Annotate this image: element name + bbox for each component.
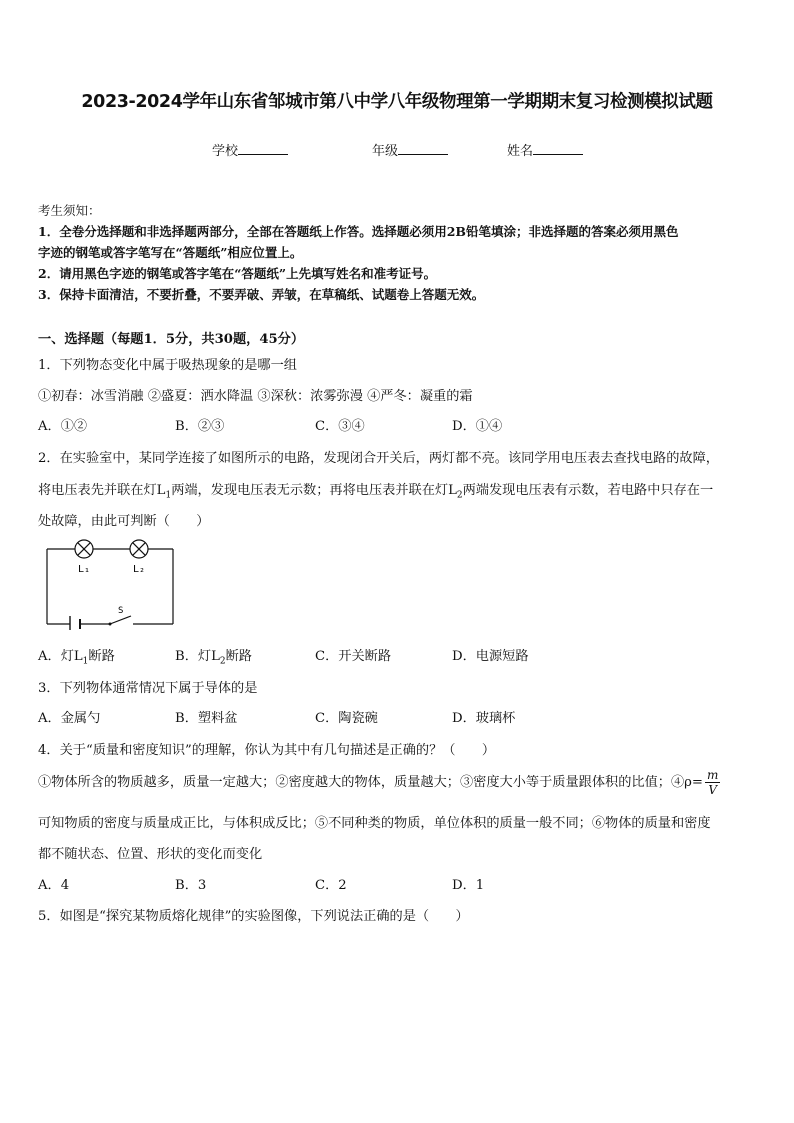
switch-label: S	[118, 606, 124, 616]
grade-field	[372, 140, 448, 159]
grade-label: 年级	[372, 144, 399, 159]
density-fraction	[705, 768, 720, 797]
q2-line-1: 2．在实验室中，某同学连接了如图所示的电路，发现闭合开关后，两灯都不亮。该同学用电压表去查找电路的故障，	[38, 451, 719, 466]
notice-item: 2．请用黑色字迹的钢笔或答字笔在“答题纸”上先填写姓名和准考证号。	[38, 266, 437, 281]
switch-blade[interactable]	[110, 616, 131, 624]
q4-line-3: 都不随状态、位置、形状的变化而变化	[38, 847, 263, 862]
q2-option-d[interactable]: D．电源短路	[452, 649, 529, 664]
name-label: 姓名	[507, 144, 534, 159]
lamp-l2-label: L₂	[133, 564, 146, 575]
q4-line-1	[38, 768, 720, 797]
q2-line-2	[38, 479, 713, 501]
grade-blank[interactable]	[398, 142, 448, 155]
school-label: 学校	[212, 144, 239, 159]
page-title: 2023-2024学年山东省邹城市第八中学八年级物理第一学期期末复习检测模拟试题	[81, 92, 713, 112]
notice-item: 1．全卷分选择题和非选择题两部分，全部在答题纸上作答。选择题必须用2B铅笔填涂；非选择题的答案必须用黑色	[38, 224, 679, 239]
q2-option-a[interactable]	[38, 645, 115, 667]
fraction-denominator: V	[708, 783, 718, 797]
school-blank[interactable]	[238, 142, 288, 155]
q2-line-2a: 将电压表先并联在灯L	[38, 483, 166, 498]
q1-option-c[interactable]: C．③④	[315, 419, 365, 434]
name-field	[507, 140, 583, 159]
q2-option-b[interactable]	[175, 645, 252, 667]
q2-option-c[interactable]: C．开关断路	[315, 649, 392, 664]
school-field	[212, 140, 288, 159]
q2-option-b-end: 断路	[225, 649, 252, 664]
fraction-numerator: m	[707, 768, 719, 782]
circuit-diagram	[40, 538, 180, 630]
q2-option-b-text: B．灯L	[175, 649, 220, 664]
q2-option-a-end: 断路	[88, 649, 115, 664]
q4-line-2: 可知物质的密度与质量成正比，与体积成反比；⑤不同种类的物质，单位体积的质量一般不同；⑥物体的质量和密度	[38, 816, 711, 831]
q3-option-b[interactable]: B．塑料盆	[175, 711, 238, 726]
notice-item: 3．保持卡面清洁，不要折叠，不要弄破、弄皱，在草稿纸、试题卷上答题无效。	[38, 287, 485, 302]
q4-option-c[interactable]: C．2	[315, 878, 347, 893]
q2-line-2c: 两端发现电压表有示数，若电路中只存在一	[462, 483, 714, 498]
q5-stem: 5．如图是“探究某物质熔化规律”的实验图像，下列说法正确的是（ ）	[38, 909, 469, 924]
notice-item: 字迹的钢笔或答字笔写在“答题纸”相应位置上。	[38, 245, 303, 260]
q3-option-c[interactable]: C．陶瓷碗	[315, 711, 378, 726]
name-blank[interactable]	[533, 142, 583, 155]
q4-option-a[interactable]: A．4	[38, 878, 70, 893]
q2-line-3: 处故障，由此可判断（ ）	[38, 514, 210, 529]
q2-option-a-text: A．灯L	[38, 649, 83, 664]
q3-stem: 3．下列物体通常情况下属于导体的是	[38, 681, 258, 696]
q1-option-a[interactable]: A．①②	[38, 419, 88, 434]
q3-option-d[interactable]: D．玻璃杯	[452, 711, 516, 726]
q4-option-b[interactable]: B．3	[175, 878, 207, 893]
q4-line-1-text: ①物体所含的物质越多，质量一定越大；②密度越大的物体，质量越大；③密度大小等于质量跟体积的比值；④ρ=	[38, 775, 703, 790]
q1-stem: 1．下列物态变化中属于吸热现象的是哪一组	[38, 358, 297, 373]
q2-sub-2: 2	[456, 490, 463, 501]
lamp-l1-label: L₁	[78, 564, 91, 575]
q1-detail: ①初春：冰雪消融 ②盛夏：洒水降温 ③深秋：浓雾弥漫 ④严冬：凝重的霜	[38, 389, 473, 404]
section-heading: 一、选择题（每题1．5分，共30题，45分）	[38, 332, 305, 347]
q2-option-a-sub: 1	[82, 656, 89, 667]
q4-stem: 4．关于“质量和密度知识”的理解，你认为其中有几句描述是正确的？（ ）	[38, 743, 496, 758]
notice-heading: 考生须知：	[38, 203, 101, 218]
q2-sub-1: 1	[165, 490, 172, 501]
q2-option-b-sub: 2	[219, 656, 226, 667]
q4-option-d[interactable]: D．1	[452, 878, 485, 893]
q1-option-d[interactable]: D．①④	[452, 419, 503, 434]
candidate-notice	[38, 200, 758, 305]
q3-option-a[interactable]: A．金属勺	[38, 711, 101, 726]
switch-pivot	[109, 623, 112, 626]
q2-line-2b: 两端，发现电压表无示数；再将电压表并联在灯L	[171, 483, 457, 498]
q1-option-b[interactable]: B．②③	[175, 419, 225, 434]
